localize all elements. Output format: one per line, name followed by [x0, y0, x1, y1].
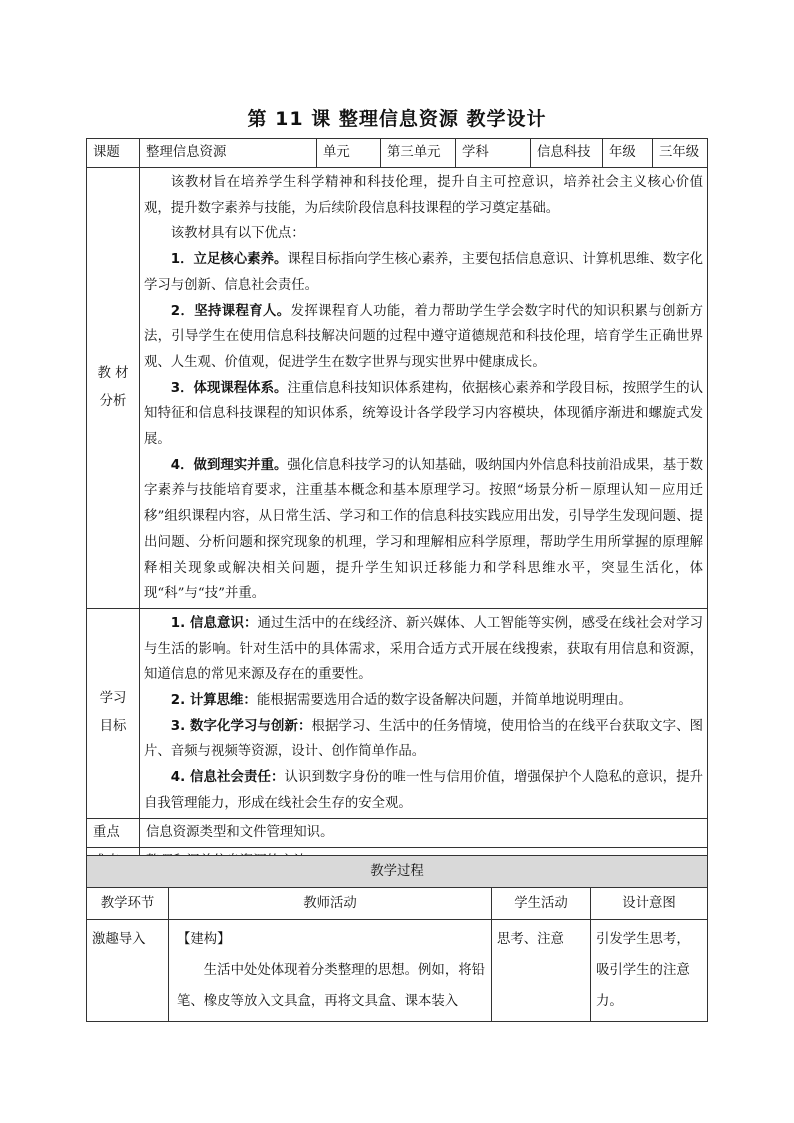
teacher-activity-cell [169, 920, 492, 1022]
process-header-row [87, 888, 708, 920]
material-point [144, 376, 703, 453]
teacher-tag: 【建构】 [177, 932, 231, 947]
lesson-value: 整理信息资源 [140, 139, 317, 168]
stage-cell: 激趣导入 [87, 920, 169, 1022]
objective-head: 1. 信息意识： [170, 615, 258, 631]
key-point-value: 信息资源类型和文件管理知识。 [140, 818, 708, 847]
unit-value: 第三单元 [381, 139, 456, 168]
material-point [144, 299, 703, 376]
process-band: 教学过程 [87, 856, 708, 888]
material-point-head: 3．体现课程体系。 [170, 380, 288, 396]
material-point-text: 课程目标指向学生核心素养，主要包括信息意识、计算机思维、数字化学习与创新、信息社会责任。 [144, 252, 703, 293]
material-point-head: 1．立足核心素养。 [170, 252, 288, 268]
material-point-text: 注重信息科技知识体系建构，依据核心素养和学段目标，按照学生的认知特征和信息科技课程的知识体系，统筹设计各学段学习内容模块，体现循序渐进和螺旋式发展。 [144, 380, 703, 448]
intent-cell: 引发学生思考，吸引学生的注意力。 [591, 920, 708, 1022]
material-analysis-row [87, 168, 708, 609]
subject-value: 信息科技 [531, 139, 603, 168]
objectives-label [87, 608, 140, 818]
objectives-label-line1: 学习 [99, 691, 127, 707]
header-teacher: 教师活动 [169, 888, 492, 920]
objective-text: 能根据需要选用合适的数字设备解决问题，并简单地说明理由。 [256, 693, 632, 709]
material-point [144, 247, 703, 298]
objectives-row [87, 608, 708, 818]
lesson-label: 课题 [87, 139, 140, 168]
key-point-row [87, 818, 708, 847]
unit-label: 单元 [317, 139, 381, 168]
material-intro: 该教材旨在培养学生科学精神和科技伦理，提升自主可控意识，培养社会主义核心价值观，提升数字素养与技能，为后续阶段信息科技课程的学习奠定基础。 [144, 175, 703, 216]
objective-point [144, 714, 703, 765]
subject-label: 学科 [456, 139, 531, 168]
header-intent: 设计意图 [591, 888, 708, 920]
material-point-text: 强化信息科技学习的认知基础，吸纳国内外信息科技前沿成果，基于数字素养与技能培育要求，注重基本概念和基本原理学习。按照“场景分析－原理认知－应用迁移”组织课程内容，从日常生活、学习和工作的信息科技实践应用出发，引导学生发现问题、提出问题、分析问题和探究现象的机理，学习和理解相应科学原理，帮助学生用所掌握的原理解释相关现象或解决相关问题，提升学生知识迁移能力和学科思维水平，突显生活化，体现“科”与“技”并重。 [144, 457, 703, 602]
material-point [144, 453, 703, 607]
objective-head: 3. 数字化学习与创新： [170, 718, 312, 734]
header-row [87, 139, 708, 168]
material-label-line2: 分析 [99, 393, 127, 409]
objective-point [144, 611, 703, 688]
objectives-label-line2: 目标 [99, 719, 127, 735]
material-point-text: 发挥课程育人功能，着力帮助学生学会数字时代的知识积累与创新方法，引导学生在使用信息科技解决问题的过程中遵守道德规范和科技伦理，培育学生正确世界观、人生观、价值观，促进学生在数字世界与现实世界中健康成长。 [144, 303, 703, 370]
objective-text: 认识到数字身份的唯一性与信用价值，增强保护个人隐私的意识，提升自我管理能力，形成在线社会生存的安全观。 [144, 770, 703, 811]
lesson-info-table [86, 138, 708, 877]
objective-head: 2. 计算思维： [170, 693, 257, 709]
header-stage: 教学环节 [87, 888, 169, 920]
objective-text: 根据学习、生活中的任务情境，使用恰当的在线平台获取文字、图片、音频与视频等资源，设计、创作简单作品。 [144, 718, 703, 760]
material-point-head: 4．做到理实并重。 [170, 457, 288, 473]
student-activity-cell: 思考、注意 [492, 920, 591, 1022]
objective-point [144, 688, 703, 714]
material-label [87, 168, 140, 609]
process-row [87, 920, 708, 1022]
teacher-text: 生活中处处体现着分类整理的思想。例如，将铅笔、橡皮等放入文具盒，再将文具盒、课本装入 [177, 963, 485, 1009]
process-band-row [87, 856, 708, 888]
page-title: 第 11 课 整理信息资源 教学设计 [247, 108, 547, 130]
key-point-label: 重点 [87, 818, 140, 847]
objectives-content [140, 608, 708, 818]
material-label-line1: 教 材 [97, 365, 129, 381]
material-advantages-intro: 该教材具有以下优点： [170, 226, 305, 242]
teaching-process-table [86, 855, 708, 1022]
grade-label: 年级 [603, 139, 653, 168]
material-point-head: 2．坚持课程育人。 [170, 303, 291, 319]
objective-point [144, 765, 703, 816]
header-student: 学生活动 [492, 888, 591, 920]
grade-value: 三年级 [653, 139, 708, 168]
objective-head: 4. 信息社会责任： [170, 770, 285, 786]
objective-text: 通过生活中的在线经济、新兴媒体、人工智能等实例，感受在线社会对学习与生活的影响。针对生活中的具体需求，采用合适方式开展在线搜索，获取有用信息和资源，知道信息的常见来源及存在的重要性。 [144, 615, 703, 683]
material-content [140, 168, 708, 609]
